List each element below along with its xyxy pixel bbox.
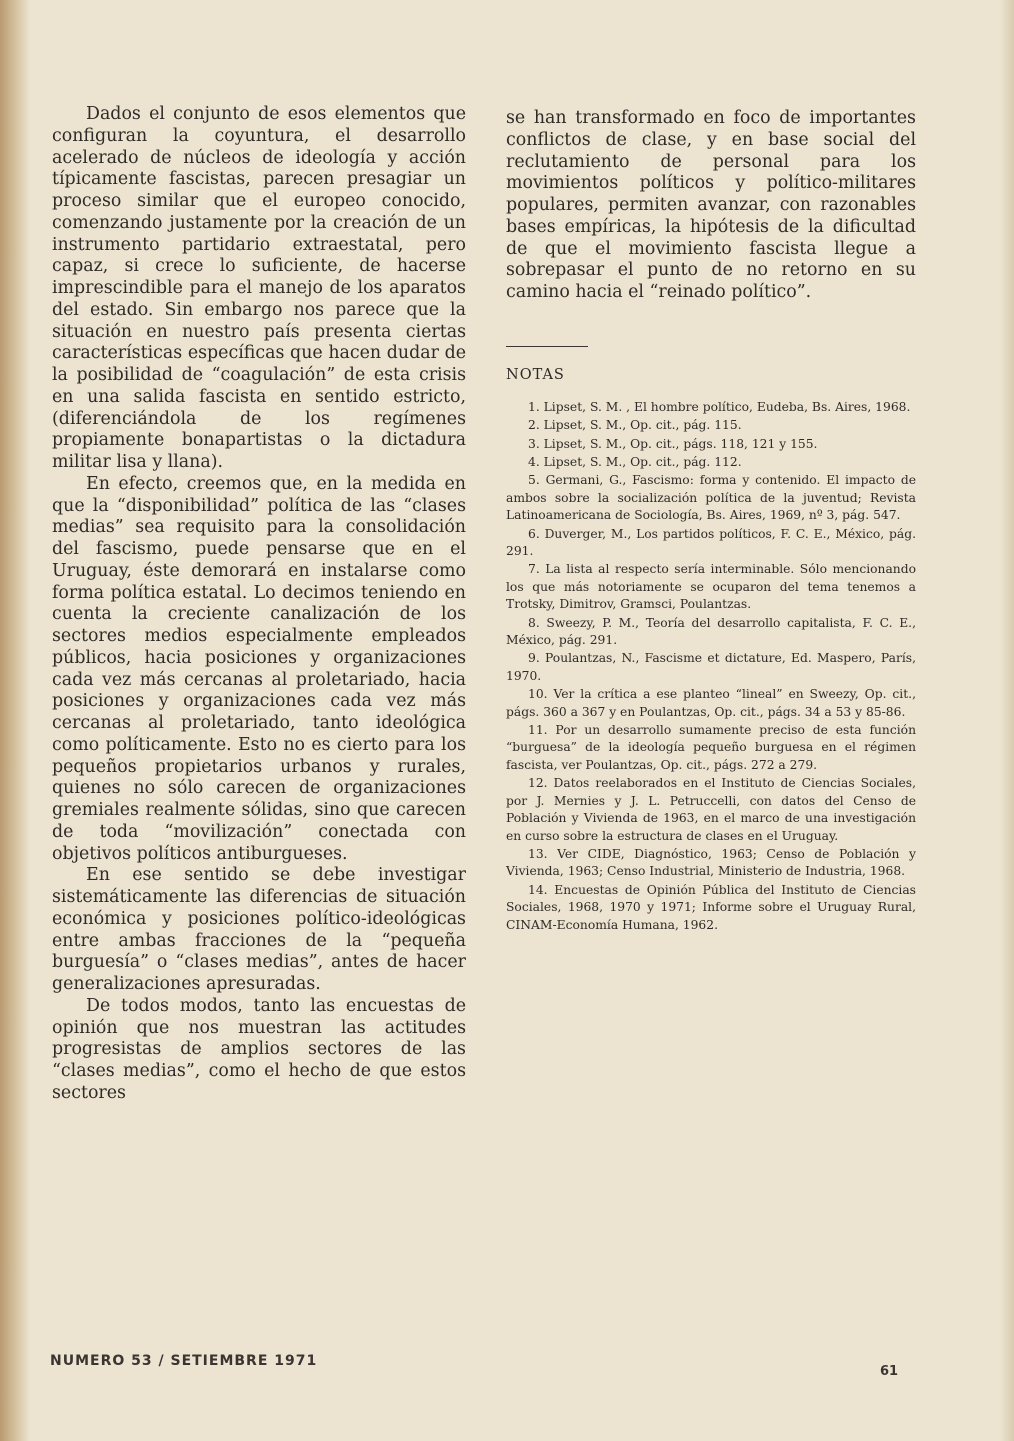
note-item: 4. Lipset, S. M., Op. cit., pág. 112. <box>528 454 742 469</box>
note-item: 3. Lipset, S. M., Op. cit., págs. 118, 121 y 155. <box>528 436 818 451</box>
note-item: 8. Sweezy, P. M., Teoría del desarrollo capitalista, F. C. E., México, pág. 291. <box>506 615 916 648</box>
page-binding-edge <box>0 0 30 1441</box>
page-number: 61 <box>880 1364 899 1379</box>
paragraph: En ese sentido se debe investigar sistemáticamente las diferencias de situación económica y posiciones político-ideológicas entre ambas fracciones de la “pequeña burguesía” o “clases medias”, antes de hacer generalizaciones apresuradas. <box>52 865 466 994</box>
note-item: 6. Duverger, M., Los partidos políticos, F. C. E., México, pág. 291. <box>506 526 916 558</box>
page-right-edge <box>1000 0 1014 1441</box>
notes-list <box>506 399 916 934</box>
note-item: 1. Lipset, S. M. , El hombre político, Eudeba, Bs. Aires, 1968. <box>528 399 911 414</box>
paragraph: Dados el conjunto de esos elementos que configuran la coyuntura, el desarrollo acelerado de núcleos de ideología y acción típicamente fascistas, parecen presagiar un proceso similar que el europeo conocido, comenzando justamente por la creación de un instrumento partidario extraestatal, pero capaz, si crece lo suficiente, de hacerse imprescindible para el manejo de los aparatos del estado. Sin embargo nos parece que la situación en nuestro país presenta ciertas características específicas que hacen dudar de la posibilidad de “coagulación” de esta crisis en una salida fascista en sentido estricto, (diferenciándola de los regímenes propiamente bonapartistas o la dictadura militar lisa y llana). <box>52 104 466 472</box>
note-item: 5. Germani, G., Fascismo: forma y contenido. El impacto de ambos sobre la socialización política de la juventud; Revista Latinoamericana de Sociología, Bs. Aires, 1969, nº 3, pág. 547. <box>506 473 916 523</box>
notes-heading: NOTAS <box>506 366 565 383</box>
paragraph: De todos modos, tanto las encuestas de opinión que nos muestran las actitudes progresistas de amplios sectores de las “clases medias”, como el hecho de que estos sectores <box>52 995 466 1103</box>
left-text-column <box>52 104 466 1105</box>
notes-divider <box>506 346 588 347</box>
right-text-column <box>506 108 916 935</box>
issue-footer: NUMERO 53 / SETIEMBRE 1971 <box>50 1353 318 1369</box>
note-item: 14. Encuestas de Opinión Pública del Instituto de Ciencias Sociales, 1968, 1970 y 1971; Informe sobre el Uruguay Rural, CINAM-Economía Humana, 1962. <box>506 882 916 932</box>
note-item: 11. Por un desarrollo sumamente preciso de esta función “burguesa” de la ideología pequeño burguesa en el régimen fascista, ver Poulantzas, Op. cit., págs. 272 a 279. <box>506 723 916 772</box>
note-item: 12. Datos reelaborados en el Instituto de Ciencias Sociales, por J. Mernies y J. L. Petruccelli, con datos del Censo de Población y Vivienda de 1963, en el marco de una investigación en curso sobre la estructura de clases en el Uruguay. <box>506 776 916 843</box>
paragraph: se han transformado en foco de importantes conflictos de clase, y en base social del reclutamiento de personal para los movimientos políticos y político-militares populares, permiten avanzar, con razonables bases empíricas, la hipótesis de la dificultad de que el movimiento fascista llegue a sobrepasar el punto de no retorno en su camino hacia el “reinado político”. <box>506 108 916 302</box>
note-item: 9. Poulantzas, N., Fascisme et dictature, Ed. Maspero, París, 1970. <box>506 651 916 683</box>
note-item: 10. Ver la crítica a ese planteo “lineal” en Sweezy, Op. cit., págs. 360 a 367 y en Poulantzas, Op. cit., págs. 34 a 53 y 85-86. <box>506 687 916 719</box>
note-item: 7. La lista al respecto sería interminable. Sólo mencionando los que más notoriamente se ocuparon del tema tenemos a Trotsky, Dimitrov, Gramsci, Poulantzas. <box>506 562 916 612</box>
note-item: 2. Lipset, S. M., Op. cit., pág. 115. <box>528 418 742 433</box>
paragraph: En efecto, creemos que, en la medida en que la “disponibilidad” política de las “clases medias” sea requisito para la consolidación del fascismo, puede pensarse que en el Uruguay, éste demorará en instalarse como forma política estatal. Lo decimos teniendo en cuenta la creciente canalización de los sectores medios especialmente empleados públicos, hacia posiciones y organizaciones cada vez más cercanas al proletariado, hacia posiciones y organizaciones cada vez más cercanas al proletariado, tanto ideológica como políticamente. Esto no es cierto para los pequeños propietarios urbanos y rurales, quienes no sólo carecen de organizaciones gremiales realmente sólidas, sino que carecen de toda “movilización” conectada con objetivos políticos antiburgueses. <box>52 473 466 864</box>
note-item: 13. Ver CIDE, Diagnóstico, 1963; Censo de Población y Vivienda, 1963; Censo Industrial, Ministerio de Industria, 1968. <box>506 846 916 879</box>
